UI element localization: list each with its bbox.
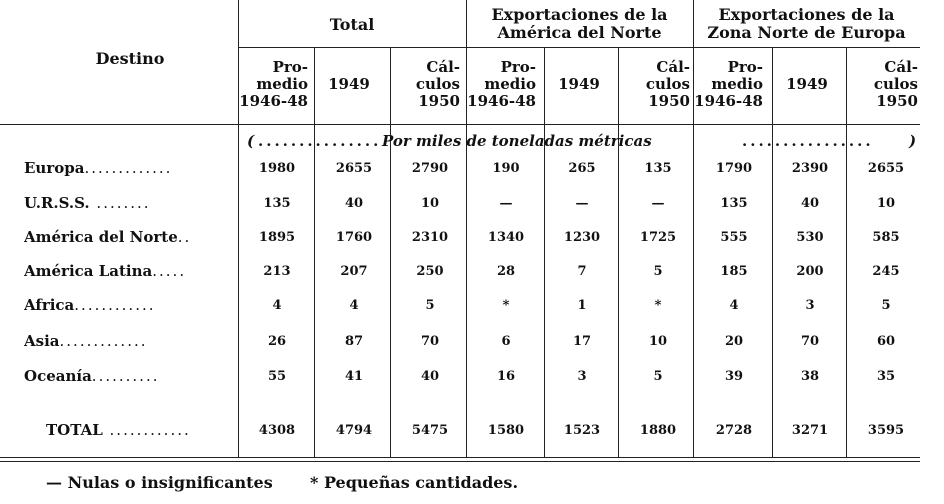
table-cell: 585 <box>872 230 900 245</box>
table-cell: 1760 <box>335 230 373 245</box>
leader-dots: ............ <box>102 421 191 439</box>
units-close: ) <box>909 132 917 150</box>
table-cell: 40 <box>344 196 364 211</box>
table-cell: 530 <box>796 230 824 245</box>
row-label-text: Oceanía <box>24 367 92 385</box>
row-label <box>24 332 236 350</box>
row-label <box>24 262 236 280</box>
table-cell: 5 <box>653 369 663 384</box>
subheader-0-1: 1949 <box>328 75 370 93</box>
table-cell: 250 <box>416 264 444 279</box>
table-cell: 1 <box>577 298 587 313</box>
table-cell: 40 <box>800 196 820 211</box>
table-cell: 1340 <box>487 230 525 245</box>
table-cell: 4 <box>729 298 739 313</box>
leader-dots: ............. <box>59 332 148 350</box>
table-cell: 2655 <box>335 161 373 176</box>
table-cell: 87 <box>344 334 364 349</box>
total-cell: 3595 <box>867 423 905 438</box>
total-label <box>46 421 236 439</box>
total-label-text: TOTAL <box>46 421 103 439</box>
table-cell: 135 <box>720 196 748 211</box>
table-cell: 2310 <box>411 230 449 245</box>
table-cell: 16 <box>496 369 516 384</box>
row-label-text: U.R.S.S. <box>24 194 90 212</box>
table-cell: 5 <box>653 264 663 279</box>
row-label-text: Europa <box>24 159 85 177</box>
leader-dots: .......... <box>91 367 160 385</box>
footnote-star: * Pequeñas cantidades. <box>310 473 519 492</box>
table-cell: 2790 <box>411 161 449 176</box>
table-cell: 245 <box>872 264 900 279</box>
total-cell: 5475 <box>411 423 449 438</box>
row-label-text: Asia <box>24 332 60 350</box>
subheader-1-2: Cál- culos 1950 <box>645 58 690 110</box>
table-cell: 1230 <box>563 230 601 245</box>
table-cell: 1790 <box>715 161 753 176</box>
table-cell: 213 <box>263 264 291 279</box>
table-cell: 5 <box>881 298 891 313</box>
table-cell: 5 <box>425 298 435 313</box>
table-cell: 60 <box>876 334 896 349</box>
table-cell: 190 <box>492 161 520 176</box>
table-cell: 2390 <box>791 161 829 176</box>
table-cell: 70 <box>800 334 820 349</box>
table-cell: * <box>654 298 662 313</box>
row-label <box>24 228 236 246</box>
table-cell: 55 <box>267 369 287 384</box>
table-cell: 1725 <box>639 230 677 245</box>
subheader-0-2: Cál- culos 1950 <box>415 58 460 110</box>
table-cell: 135 <box>263 196 291 211</box>
total-cell: 3271 <box>791 423 829 438</box>
table-cell: — <box>499 196 513 211</box>
table-cell: 4 <box>272 298 282 313</box>
subheader-2-0: Pro- medio 1946-48 <box>694 58 763 110</box>
row-label <box>24 367 236 385</box>
leader-dots: ............ <box>74 296 156 314</box>
table-cell: 4 <box>349 298 359 313</box>
table-cell: 555 <box>720 230 748 245</box>
table-cell: * <box>502 298 510 313</box>
row-label-text: Africa <box>24 296 75 314</box>
leader-dots: ..... <box>152 262 187 280</box>
table-cell: 2655 <box>867 161 905 176</box>
total-cell: 4308 <box>258 423 296 438</box>
group-total: Total <box>329 15 375 34</box>
table-cell: 17 <box>572 334 592 349</box>
group-zona-norte-europa: Exportaciones de la Zona Norte de Europa <box>707 5 906 42</box>
table-cell: 10 <box>648 334 668 349</box>
total-cell: 1880 <box>639 423 677 438</box>
table-cell: 7 <box>577 264 587 279</box>
table-cell: 6 <box>501 334 511 349</box>
table-cell: 1980 <box>258 161 296 176</box>
table-cell: 28 <box>496 264 516 279</box>
table-cell: 3 <box>805 298 815 313</box>
total-cell: 1523 <box>563 423 601 438</box>
leader-dots: ............. <box>84 159 173 177</box>
units-label: Por miles de toneladas métricas <box>382 132 652 150</box>
table-cell: 10 <box>876 196 896 211</box>
footnote-dash: — Nulas o insignificantes <box>46 473 273 492</box>
header-destino: Destino <box>95 49 165 68</box>
table-cell: 10 <box>420 196 440 211</box>
table-cell: 70 <box>420 334 440 349</box>
subheader-1-1: 1949 <box>558 75 600 93</box>
subheader-2-1: 1949 <box>786 75 828 93</box>
leader-dots: ........ <box>89 194 151 212</box>
table-cell: 3 <box>577 369 587 384</box>
table-cell: 41 <box>344 369 364 384</box>
units-open: ( <box>247 132 255 150</box>
table-cell: 185 <box>720 264 748 279</box>
table-cell: 207 <box>340 264 368 279</box>
table-cell: 20 <box>724 334 744 349</box>
row-label <box>24 194 236 212</box>
subheader-2-2: Cál- culos 1950 <box>873 58 918 110</box>
total-cell: 4794 <box>335 423 373 438</box>
units-dots-left: ............... <box>258 132 382 150</box>
leader-dots: .. <box>177 228 192 246</box>
total-cell: 1580 <box>487 423 525 438</box>
row-label <box>24 159 236 177</box>
row-label-text: América del Norte <box>24 228 178 246</box>
table-cell: 135 <box>644 161 672 176</box>
subheader-1-0: Pro- medio 1946-48 <box>467 58 536 110</box>
group-america-norte: Exportaciones de la América del Norte <box>491 5 668 42</box>
table-cell: 40 <box>420 369 440 384</box>
total-cell: 2728 <box>715 423 753 438</box>
row-label-text: América Latina <box>24 262 153 280</box>
table-cell: 38 <box>800 369 820 384</box>
table-cell: — <box>651 196 665 211</box>
table-cell: 26 <box>267 334 287 349</box>
table-cell: — <box>575 196 589 211</box>
table-cell: 200 <box>796 264 824 279</box>
table-cell: 35 <box>876 369 896 384</box>
table-cell: 265 <box>568 161 596 176</box>
table-cell: 1895 <box>258 230 296 245</box>
table-cell: 39 <box>724 369 744 384</box>
subheader-0-0: Pro- medio 1946-48 <box>239 58 308 110</box>
row-label <box>24 296 236 314</box>
units-dots-right: ................ <box>742 132 874 150</box>
